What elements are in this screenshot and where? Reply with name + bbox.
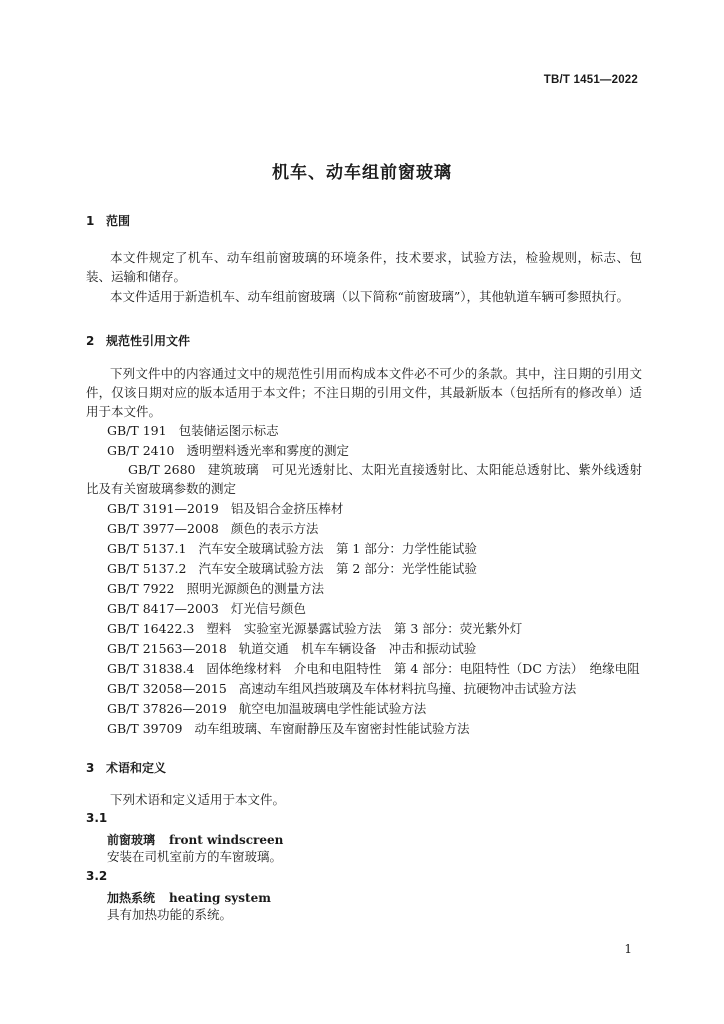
reference-code: GB/T 3977—2008 <box>107 521 219 536</box>
reference-item <box>107 421 279 440</box>
reference-title: 高速动车组风挡玻璃及车体材料抗鸟撞、抗硬物冲击试验方法 <box>238 681 577 696</box>
reference-item <box>107 539 477 558</box>
term-definition: 具有加热功能的系统。 <box>107 907 233 922</box>
section-title: 范围 <box>106 214 131 228</box>
term-en: front windscreen <box>169 833 284 847</box>
section-1-paragraph-2: 本文件适用于新造机车、动车组前窗玻璃（以下简称“前窗玻璃”），其他轨道车辆可参照执行。 <box>110 289 630 304</box>
term-en: heating system <box>169 891 271 905</box>
reference-title: 汽车安全玻璃试验方法 第 1 部分：力学性能试验 <box>198 541 477 556</box>
reference-code: GB/T 8417—2003 <box>107 601 219 616</box>
reference-code: GB/T 5137.1 <box>107 541 187 556</box>
section-title: 规范性引用文件 <box>106 334 191 348</box>
reference-item <box>107 619 522 638</box>
reference-title: 颜色的表示方法 <box>230 521 319 536</box>
reference-item <box>107 639 476 658</box>
term-zh: 加热系统 <box>107 891 156 905</box>
standard-code: TB/T 1451—2022 <box>543 74 638 86</box>
reference-code: GB/T 2410 <box>107 443 175 458</box>
reference-title: 建筑玻璃 可见光透射比、太阳光直接透射比、太阳能总透射比、紫外线透射比及有关窗玻璃参数的测定 <box>86 462 642 496</box>
section-number: 1 <box>86 214 95 228</box>
reference-item <box>107 699 426 718</box>
reference-item <box>107 441 349 460</box>
reference-code: GB/T 191 <box>107 423 167 438</box>
section-3-intro: 下列术语和定义适用于本文件。 <box>110 792 286 807</box>
reference-code: GB/T 37826—2019 <box>107 701 227 716</box>
reference-title: 透明塑料透光率和雾度的测定 <box>186 443 350 458</box>
term-number: 3.2 <box>86 869 108 883</box>
reference-code: GB/T 32058—2015 <box>107 681 227 696</box>
section-1-heading <box>86 212 130 229</box>
page-number: 1 <box>624 942 632 956</box>
section-3-heading <box>86 759 166 776</box>
reference-item <box>107 519 318 538</box>
reference-item <box>107 659 640 678</box>
section-number: 3 <box>86 761 95 775</box>
reference-title: 航空电加温玻璃电学性能试验方法 <box>238 701 427 716</box>
section-2-intro: 下列文件中的内容通过文中的规范性引用而构成本文件必不可少的条款。其中，注日期的引用文件，仅该日期对应的版本适用于本文件；不注日期的引用文件，其最新版本（包括所有的修改单）适用于本文件。 <box>86 366 642 419</box>
document-title: 机车、动车组前窗玻璃 <box>272 163 452 183</box>
reference-title: 灯光信号颜色 <box>230 601 306 616</box>
reference-item <box>107 599 306 618</box>
reference-code: GB/T 31838.4 <box>107 661 195 676</box>
reference-item <box>107 559 477 578</box>
term-heading <box>107 889 271 906</box>
reference-code: GB/T 16422.3 <box>107 621 195 636</box>
reference-code: GB/T 21563—2018 <box>107 641 227 656</box>
reference-title: 轨道交通 机车车辆设备 冲击和振动试验 <box>238 641 477 656</box>
reference-title: 铝及铝合金挤压棒材 <box>230 501 344 516</box>
reference-title: 塑料 实验室光源暴露试验方法 第 3 部分：荧光紫外灯 <box>206 621 523 636</box>
reference-item <box>107 499 343 518</box>
section-2-heading <box>86 332 190 349</box>
reference-code: GB/T 3191—2019 <box>107 501 219 516</box>
reference-item <box>86 460 642 498</box>
reference-title: 动车组玻璃、车窗耐静压及车窗密封性能试验方法 <box>194 721 470 736</box>
term-definition: 安装在司机室前方的车窗玻璃。 <box>107 849 283 864</box>
reference-code: GB/T 5137.2 <box>107 561 187 576</box>
term-heading <box>107 831 283 848</box>
reference-title: 固体绝缘材料 介电和电阻特性 第 4 部分：电阻特性（DC 方法） 绝缘电阻 <box>206 661 640 676</box>
reference-code: GB/T 39709 <box>107 721 183 736</box>
reference-code: GB/T 2680 <box>128 462 196 477</box>
term-zh: 前窗玻璃 <box>107 833 156 847</box>
term-number: 3.1 <box>86 811 108 825</box>
reference-item <box>107 579 324 598</box>
reference-title: 汽车安全玻璃试验方法 第 2 部分：光学性能试验 <box>198 561 477 576</box>
section-1-paragraph-1: 本文件规定了机车、动车组前窗玻璃的环境条件，技术要求，试验方法，检验规则，标志、包装、运输和储存。 <box>86 250 642 284</box>
reference-item <box>107 719 469 738</box>
section-title: 术语和定义 <box>106 761 167 775</box>
section-number: 2 <box>86 334 95 348</box>
reference-title: 照明光源颜色的测量方法 <box>186 581 325 596</box>
reference-code: GB/T 7922 <box>107 581 175 596</box>
reference-item <box>107 679 576 698</box>
reference-title: 包装储运图示标志 <box>178 423 279 438</box>
